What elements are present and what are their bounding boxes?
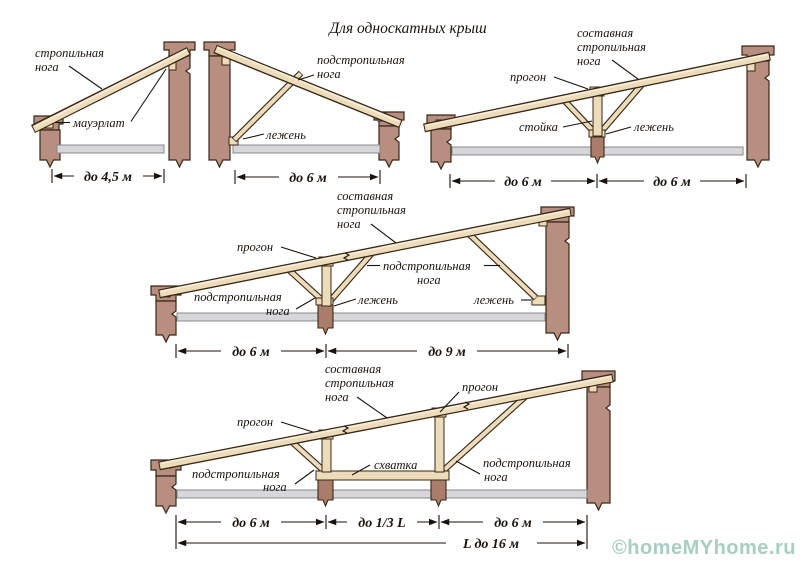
- dim-right: до 6 м: [494, 516, 532, 531]
- rafter-beam-highlight: [161, 210, 569, 291]
- leader-purlin: [281, 247, 316, 258]
- rafter-beam-face: [160, 378, 612, 465]
- watermark: ©homeMYhome.ru: [612, 537, 796, 559]
- wall-left-body: [431, 129, 451, 169]
- leader-strut-left: [296, 298, 315, 309]
- center-pier: [318, 305, 333, 334]
- center-pier: [591, 137, 604, 163]
- label-rafter-line2: стропильная: [325, 376, 394, 390]
- label-purlin: прогон: [237, 240, 274, 254]
- dim-right: до 6 м: [653, 175, 691, 190]
- label-mauerlat: мауэрлат: [73, 116, 125, 130]
- wall-right-body: [587, 387, 610, 510]
- wall-right-body: [546, 222, 569, 340]
- dim-total: L до 16 м: [462, 537, 520, 552]
- label-sleeper-right: лежень: [474, 293, 514, 307]
- label-sleeper: лежень: [634, 120, 674, 134]
- rafter-beam-face: [160, 212, 570, 293]
- label-purlin-right: прогон: [462, 380, 499, 394]
- label-rafter-line1: стропильная: [35, 46, 104, 60]
- leader-rafter: [357, 397, 387, 418]
- pier-left: [318, 477, 333, 506]
- label-rafter-line3: нога: [577, 54, 601, 68]
- dim-span: до 4,5 м: [83, 170, 133, 185]
- label-purlin-left: прогон: [237, 415, 274, 429]
- wall-right-body: [169, 56, 190, 167]
- strut-long-right-face: [468, 233, 535, 297]
- diagram-4-six-nine: [151, 189, 574, 360]
- leader-purlin: [554, 77, 588, 89]
- label-strut-left-line2: нога: [266, 304, 290, 318]
- leader-rafter: [69, 66, 102, 89]
- tie-beam: [316, 471, 449, 480]
- wall-left-body: [156, 476, 176, 513]
- label-strut-line2: нога: [317, 67, 341, 81]
- diagram-5-sixteen: [151, 362, 615, 552]
- dim-span: до 6 м: [289, 171, 327, 186]
- label-strut-right-line1: подстропильная: [483, 456, 571, 470]
- label-rafter-line2: нога: [35, 60, 59, 74]
- ceiling-slab: [177, 313, 545, 321]
- label-rafter-line2: стропильная: [577, 40, 646, 54]
- label-sleeper: лежень: [266, 128, 306, 142]
- ceiling-slab: [177, 490, 587, 498]
- label-strut-right-line1: подстропильная: [383, 259, 471, 273]
- label-strut-left-line1: подстропильная: [194, 290, 282, 304]
- dim-mid: до 1/3 L: [358, 516, 406, 531]
- label-strut-left-line1: подстропильная: [192, 467, 280, 481]
- leader-sleeper: [606, 127, 631, 134]
- pier-right: [431, 477, 446, 506]
- strut-left-v-face: [291, 441, 322, 469]
- label-strut-left-line2: нога: [263, 480, 287, 494]
- wall-right-body: [747, 61, 769, 167]
- dim-right: до 9 м: [428, 345, 466, 360]
- label-strut-right-line2: нога: [484, 470, 508, 484]
- post-beam-left: [322, 439, 331, 472]
- leader-rafter: [612, 60, 638, 79]
- leader-strut-right: [456, 461, 480, 474]
- strut-left-v-face: [288, 269, 322, 300]
- dim-left: до 6 м: [232, 345, 270, 360]
- wall-right-body: [379, 126, 399, 167]
- leader-sleeper: [243, 134, 264, 139]
- page-title: Для односкатных крыш: [329, 20, 487, 37]
- diagram-2-strut: [204, 42, 405, 186]
- diagram-3-post-v-struts: [424, 26, 774, 190]
- post-beam: [322, 266, 331, 306]
- leader-purlin-left: [281, 422, 313, 432]
- label-purlin: прогон: [510, 70, 547, 84]
- ceiling-slab: [57, 145, 164, 153]
- label-post: стойка: [519, 120, 558, 134]
- label-strut-line1: подстропильная: [317, 53, 405, 67]
- wall-left-body: [156, 301, 176, 342]
- label-tie: схватка: [374, 458, 418, 472]
- label-rafter-line1: составная: [577, 26, 634, 40]
- label-rafter-line2: стропильная: [337, 203, 406, 217]
- label-rafter-line3: нога: [337, 217, 361, 231]
- ceiling-slab: [233, 145, 380, 153]
- label-rafter-line3: нога: [325, 390, 349, 404]
- dim-left: до 6 м: [504, 175, 542, 190]
- leader-strut-left: [295, 470, 314, 484]
- dim-left: до 6 м: [232, 516, 270, 531]
- strut-left-face: [562, 98, 594, 132]
- post-beam-right: [435, 417, 444, 472]
- label-rafter-line1: составная: [337, 189, 394, 203]
- leader-sleeper-mid: [334, 299, 356, 306]
- label-sleeper-mid: лежень: [358, 293, 398, 307]
- diagram-1-simple-rafter: [33, 42, 195, 185]
- label-rafter-line1: составная: [325, 362, 382, 376]
- wall-left-body: [209, 56, 230, 167]
- post-beam: [593, 95, 602, 136]
- label-strut-right-line2: нога: [417, 273, 441, 287]
- leader-rafter: [371, 224, 396, 243]
